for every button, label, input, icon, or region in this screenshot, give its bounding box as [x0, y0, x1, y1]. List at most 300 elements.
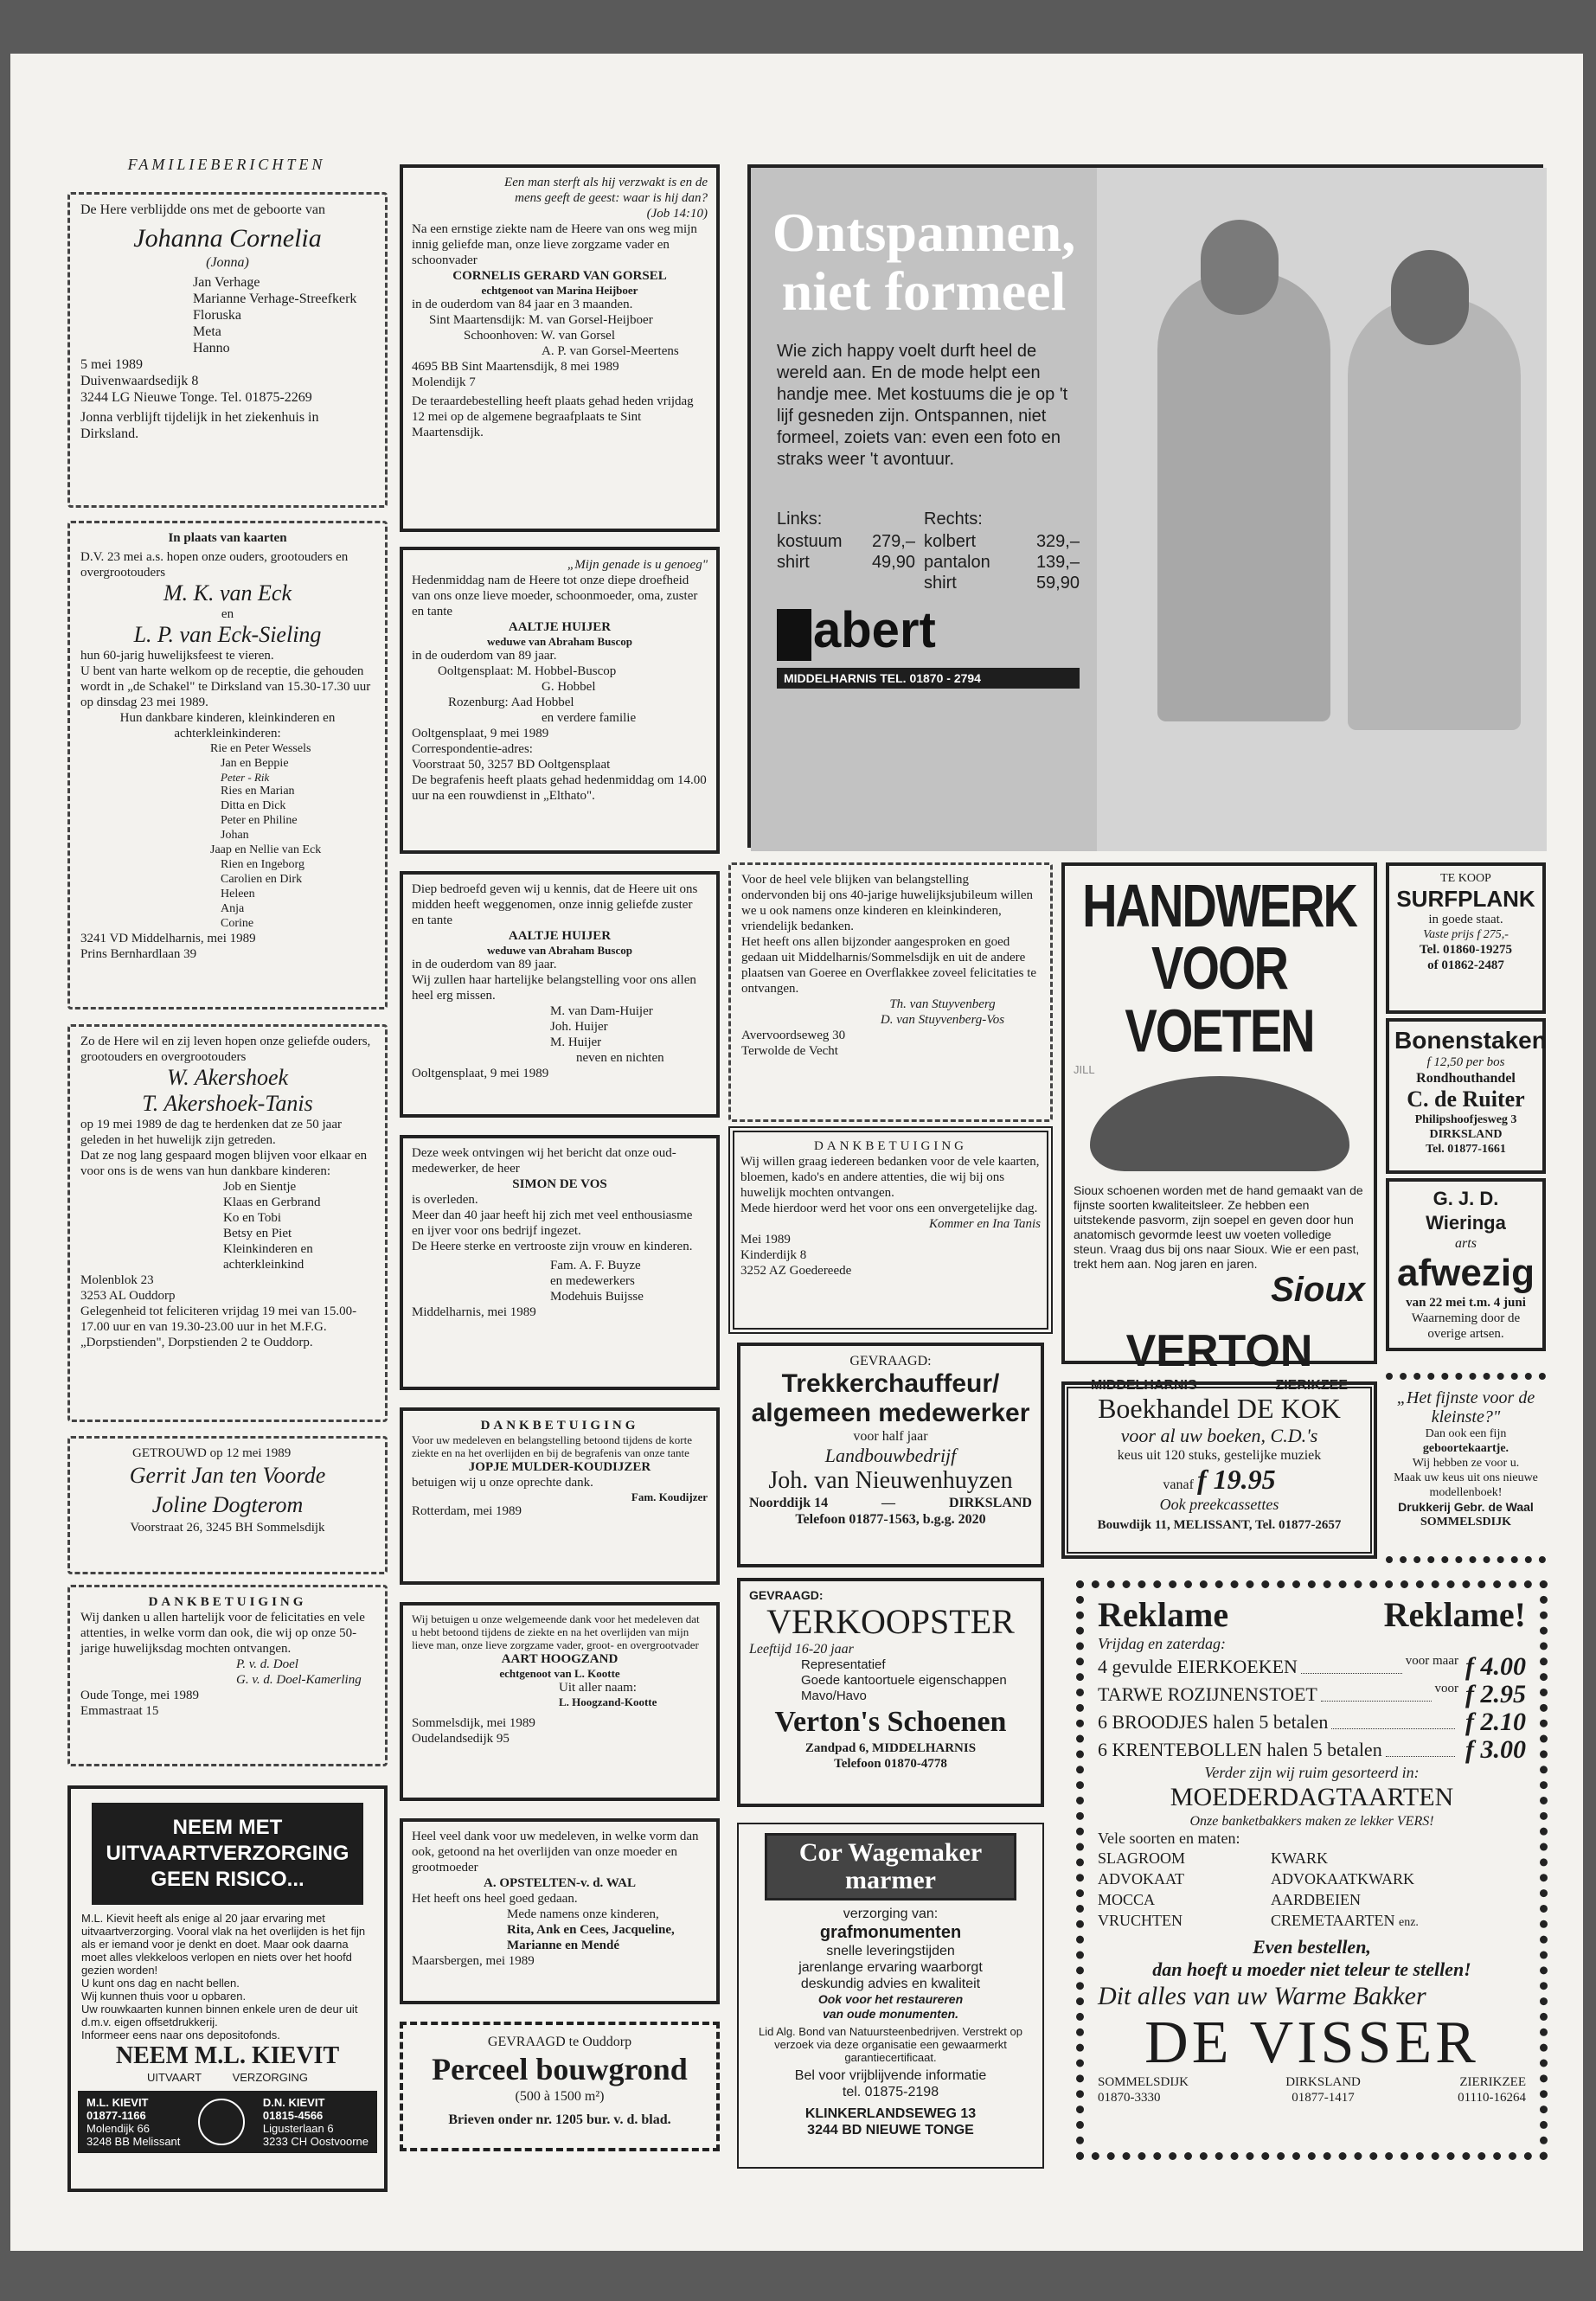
address-line: Rotterdam, mei 1989 [412, 1504, 522, 1518]
notice-text: Heel veel dank voor uw medeleven, in welke vorm dan ook, getoond na het overlijden van onze moeder en grootmoeder [412, 1830, 699, 1875]
cake-type: CREMETAARTEN [1271, 1912, 1395, 1929]
price-value: 49,90 [871, 553, 915, 572]
family-member: Floruska [193, 308, 241, 323]
thanks-opstelten [400, 1818, 720, 2004]
brand-name: DE VISSER [1144, 2009, 1479, 2076]
ad-text: Vaste prijs f 275,- [1423, 928, 1509, 941]
cake-type: VRUCHTEN [1098, 1912, 1183, 1929]
price-item: shirt [777, 553, 810, 572]
obituary-huijer-family [400, 871, 720, 1118]
price-item: pantalon [924, 553, 990, 572]
notice-text: op 19 mei 1989 de dag te herdenken dat ze 50 jaar geleden in het huwelijk zijn getreden. [80, 1118, 342, 1147]
address-line: Terwolde de Vecht [741, 1044, 838, 1058]
stone-mason-ad [737, 1823, 1044, 2169]
location: SOMMELSDIJK [1098, 2075, 1189, 2089]
ad-text: Onze banketbakkers maken ze lekker VERS! [1189, 1814, 1434, 1829]
ad-title: afwezig [1397, 1252, 1535, 1294]
address-line: Molendijk 7 [412, 375, 476, 389]
requirement: Mavo/Havo [801, 1689, 867, 1703]
obituary-de-vos [400, 1135, 720, 1390]
shoe-ad [1061, 862, 1377, 1393]
ad-title: SURFPLANK [1396, 886, 1535, 912]
anniversary-announcement [67, 521, 388, 1009]
ad-text: van 22 mei t.m. 4 juni [1406, 1296, 1526, 1310]
banner-line: GEEN RISICO... [151, 1868, 304, 1891]
phone-line: Tel. 01860-19275 [1420, 943, 1512, 957]
doctor-absence-ad [1386, 1178, 1546, 1351]
notice-title: DANKBETUIGING [148, 1595, 307, 1609]
ad-body: M.L. Kievit heeft als enige al 20 jaar ervaring met uitvaartverzorging. Vooral vlak na het overlijden is het fijn als er iemand voor je denkt en doet. Maar ook daarna moet alles vlekkeloos verlopen en niets over het hoofd gezien worden! [81, 1912, 366, 1977]
funeral-service-ad [67, 1785, 388, 2192]
cake-type: ADVOKAATKWARK [1271, 1870, 1414, 1888]
leader [1331, 1708, 1455, 1729]
phone-line: 01110-16264 [1458, 2091, 1526, 2105]
notice-text: Het heeft ons allen bijzonder aangesproken en goed gedaan uit Middelharnis/Sommelsdijk en uit de andere plaatsen van Goeree en Overflakkee zoveel felicitaties te ontvangen. [741, 935, 1037, 996]
ad-text: Bel voor vrijblijvende informatie [794, 2068, 987, 2083]
address-line: Emmastraat 15 [80, 1704, 159, 1718]
ad-footer: Brieven onder nr. 1205 bur. v. d. blad. [448, 2112, 671, 2127]
bride-name: Joline Dogterom [151, 1492, 304, 1517]
birth-intro: De Here verblijdde ons met de geboorte van [80, 202, 326, 217]
doctor-title: arts [1455, 1236, 1477, 1251]
thanks-stuyvenberg [728, 862, 1053, 1122]
notice-text: Wij danken u allen hartelijk voor de felicitaties en vele attenties, in welke vorm dan ook, die wij op onze 50-jarige huwelijksdag mochten ontvangen. [80, 1611, 365, 1656]
notice-text: in de ouderdom van 89 jaar. [412, 649, 557, 663]
obituary-huijer [400, 547, 720, 854]
cake-type: ADVOKAAT [1098, 1870, 1184, 1888]
signature: M. van Dam-Huijer [550, 1004, 653, 1018]
signature: Modehuis Buijsse [550, 1290, 644, 1304]
birth-date: 5 mei 1989 [80, 357, 143, 372]
notice-text: Dat ze nog lang gespaard mogen blijven voor elkaar en voor ons is de wens van hun dankbare kinderen: [80, 1149, 368, 1178]
ad-headline: Reklame! [1383, 1595, 1526, 1634]
signature: D. van Stuyvenberg-Vos [880, 1013, 1005, 1027]
address-line: Maarsbergen, mei 1989 [412, 1954, 535, 1968]
bakery-ad [1076, 1580, 1548, 2160]
newspaper-page [10, 54, 1583, 2251]
contact-line: Molendijk 66 [87, 2122, 150, 2135]
address-line: Oudelandsedijk 95 [412, 1732, 510, 1746]
contact-line: 3233 CH Oostvoorne [262, 2135, 369, 2148]
conjunction: en [221, 607, 234, 621]
family-member: Marianne Verhage-Streefkerk [193, 292, 357, 306]
cake-type: AARDBEIEN [1271, 1891, 1361, 1908]
ad-intro: TE KOOP [1440, 872, 1491, 885]
notice-text: Hun dankbare kinderen, kleinkinderen en achterkleinkinderen: [119, 711, 336, 740]
city: MIDDELHARNIS [1091, 1378, 1197, 1393]
price-header: Rechts: [924, 510, 983, 529]
relative: Ooltgensplaat: M. Hobbel-Buscop [438, 664, 617, 678]
ad-title: Bonenstaken [1394, 1027, 1547, 1054]
signature: Uit aller naam: [559, 1681, 637, 1695]
ad-text: Verder zijn wij ruim gesorteerd in: [1204, 1764, 1420, 1781]
address-line: Voorstraat 50, 3257 BD Ooltgensplaat [412, 758, 611, 772]
product: TARWE ROZIJNENSTOET [1098, 1683, 1317, 1705]
ad-title: Trekkerchauffeur/ [781, 1369, 1000, 1398]
ad-text: verzorging van: [843, 1907, 939, 1921]
banner-line: UITVAARTVERZORGING [106, 1842, 349, 1865]
price-item: kostuum [777, 532, 843, 551]
signature: Th. van Stuyvenberg [889, 997, 996, 1011]
family-member: Job en Sientje [223, 1180, 297, 1194]
contact-line: 01877-1166 [87, 2109, 146, 2122]
ad-title: MOEDERDAGTAARTEN [1170, 1783, 1454, 1811]
store-name: VERTON [1125, 1326, 1313, 1376]
model-left-head [1201, 220, 1279, 315]
ad-sub: Vrijdag en zaterdag: [1098, 1635, 1226, 1652]
doctor-name: G. J. D. Wieringa [1426, 1188, 1506, 1234]
requirement: Goede kantoortuele eigenschappen [801, 1673, 1007, 1688]
family-member: Klaas en Gerbrand [223, 1195, 321, 1209]
signature: Kommer en Ina Tanis [928, 1217, 1041, 1231]
family-member: Jan en Beppie [221, 757, 289, 770]
price-header: Links: [777, 510, 823, 529]
thanks-hoogzand [400, 1602, 720, 1801]
ad-title: algemeen medewerker [751, 1399, 1030, 1427]
ad-title: Cor Wagemaker [798, 1838, 983, 1867]
bean-poles-ad [1386, 1018, 1546, 1174]
ad-text: Even bestellen, [1253, 1936, 1371, 1958]
ad-text: Wij hebben ze voor u. [1412, 1457, 1520, 1470]
notice-text: Deze week ontvingen wij het bericht dat onze oud-medewerker, de heer [412, 1146, 676, 1176]
ad-bullet: Informeer eens naar ons depositofonds. [81, 2029, 280, 2041]
family-member: Ries en Marian [221, 785, 295, 798]
notice-text: Hedenmiddag nam de Heere tot onze diepe droefheid van ons onze lieve moeder, schoonmoeder, oma, zuster en tante [412, 574, 698, 619]
bookshop-ad [1061, 1381, 1377, 1559]
ad-bullet: Uw rouwkaarten kunnen binnen enkele uren de deur uit d.m.v. eigen offsetdrukkerij. [81, 2003, 358, 2029]
ad-text: jarenlange ervaring waarborgt [798, 1960, 983, 1975]
deceased-spouse: weduwe van Abraham Buscop [487, 635, 632, 648]
ad-title: marmer [845, 1866, 936, 1894]
notice-title: DANKBETUIGING [814, 1139, 967, 1153]
ad-text: Maak uw keus uit ons nieuwe modellenboek! [1394, 1471, 1538, 1499]
ad-title: VERKOOPSTER [766, 1602, 1015, 1641]
wedding-announcement [67, 1436, 388, 1574]
ad-intro: GEVRAAGD te Ouddorp [487, 2035, 632, 2049]
family-member: Peter en Philine [221, 814, 298, 827]
product: 6 KRENTEBOLLEN halen 5 betalen [1098, 1739, 1382, 1760]
price-item: shirt [924, 574, 957, 593]
address-line: 3244 BD NIEUWE TONGE [807, 2123, 974, 2138]
notice-text: Voor de heel vele blijken van belangstelling ondervonden bij ons 40-jarige huwelijksjubileum willen we u ook namens onze kinderen en kleinkinderen, vriendelijk bedanken. [741, 873, 1034, 933]
ad-text: voor al uw boeken, C.D.'s [1120, 1425, 1318, 1446]
phone-line: 01877-1417 [1292, 2091, 1355, 2105]
deceased-name: CORNELIS GERARD VAN GORSEL [452, 269, 667, 283]
notice-text: in de ouderdom van 84 jaar en 3 maanden. [412, 298, 633, 311]
cake-type: KWARK [1271, 1849, 1328, 1867]
ad-banner [92, 1803, 363, 1905]
relative: Sint Maartensdijk: M. van Gorsel-Heijboer [429, 313, 653, 327]
address-line: DIRKSLAND [948, 1496, 1032, 1510]
notice-text: Meer dan 40 jaar heeft hij zich met veel enthousiasme en ijver voor ons bedrijf ingezet. [412, 1208, 693, 1238]
couple-name-2: T. Akershoek-Tanis [142, 1091, 313, 1116]
notice-text: De begrafenis heeft plaats gehad hedenmiddag om 14.00 uur na een rouwdienst in „Elthato". [412, 773, 707, 803]
family-member: Peter - Rik [221, 771, 270, 784]
leader [1386, 1736, 1455, 1757]
family-member: Ko en Tobi [223, 1211, 282, 1225]
deceased-spouse: echtgenoot van Marina Heijboer [481, 284, 638, 297]
ad-text: Ook preekcassettes [1159, 1496, 1279, 1513]
address-line: Middelharnis, mei 1989 [412, 1305, 536, 1319]
notice-text: Zo de Here wil en zij leven hopen onze geliefde ouders, grootouders en overgrootouders [80, 1035, 371, 1064]
family-member: Jaap en Nellie van Eck [210, 843, 322, 856]
ad-title: Perceel bouwgrond [432, 2052, 688, 2086]
price-value: 139,– [1035, 553, 1080, 572]
ad-text: grafmonumenten [819, 1923, 962, 1942]
hospital-note: Jonna verblijft tijdelijk in het ziekenhuis in Dirksland. [80, 410, 319, 441]
price-item: kolbert [924, 532, 977, 551]
family-member: Corine [221, 917, 254, 930]
ad-headline: Reklame [1098, 1595, 1229, 1634]
address-line: Correspondentie-adres: [412, 742, 533, 756]
brand-logo: Sioux [1271, 1271, 1365, 1309]
ad-bullet: U kunt ons dag en nacht bellen. [81, 1977, 240, 1990]
contact-line: D.N. KIEVIT [262, 2096, 325, 2109]
ad-text: Ook voor het restaureren [817, 1992, 964, 2006]
relative: en verdere familie [542, 711, 637, 725]
price-value: 329,– [1035, 532, 1080, 551]
family-member: Meta [193, 324, 221, 339]
signature: P. v. d. Doel [236, 1657, 298, 1671]
ad-sub: (500 à 1500 m²) [515, 2089, 605, 2104]
thanks-notice [67, 1585, 388, 1766]
address-line: Zandpad 6, MIDDELHARNIS [804, 1741, 977, 1755]
signature: G. v. d. Doel-Kamerling [236, 1673, 362, 1687]
relative: Rozenburg: Aad Hobbel [448, 695, 574, 709]
price-note: voor maar [1405, 1654, 1458, 1668]
company-name: Drukkerij Gebr. de Waal [1398, 1500, 1534, 1514]
phone-line: Telefoon 01870-4778 [834, 1757, 947, 1771]
signature: Rita, Ank en Cees, Jacqueline, [507, 1923, 675, 1937]
address-line: Avervoordseweg 30 [741, 1029, 846, 1042]
couple-name-2: L. P. van Eck-Sieling [133, 622, 322, 647]
brand-name: NEEM M.L. KIEVIT [115, 2042, 340, 2069]
signature: Fam. Koudijzer [631, 1490, 708, 1503]
signature: en medewerkers [550, 1274, 635, 1288]
address-line: KLINKERLANDSEWEG 13 [804, 2106, 977, 2121]
job-ad-saleswoman [737, 1578, 1044, 1807]
address-line: 3253 AL Ouddorp [80, 1289, 176, 1303]
leader [1321, 1681, 1432, 1702]
company-name: C. de Ruiter [1407, 1086, 1525, 1112]
ad-text: Dan ook een fijn [1425, 1427, 1507, 1440]
notice-text: Diep bedroefd geven wij u kennis, dat de Heere uit ons midden heeft weggenomen, onze innig geliefde zuster en tante [412, 882, 698, 927]
family-member: Rie en Peter Wessels [210, 742, 311, 755]
ad-footer: MIDDELHARNIS TEL. 01870 - 2794 [777, 668, 1080, 689]
address-line: Philipshoofjesweg 3 [1414, 1113, 1517, 1126]
notice-text: D.V. 23 mei a.s. hopen onze ouders, grootouders en overgrootouders [80, 550, 349, 580]
baby-nickname: (Jonna) [206, 255, 249, 270]
signature: Joh. Huijer [550, 1020, 608, 1034]
model-right [1348, 298, 1521, 730]
address-line: Bouwdijk 11, MELISSANT, Tel. 01877-2657 [1097, 1518, 1342, 1532]
ad-text: in goede staat. [1428, 913, 1503, 926]
company-name: Joh. van Nieuwenhuyzen [768, 1467, 1013, 1494]
signature: M. Huijer [550, 1035, 602, 1049]
ad-intro: GEVRAAGD: [849, 1354, 932, 1368]
brand-sub: VERZORGING [232, 2071, 308, 2084]
address-line: Molenblok 23 [80, 1273, 154, 1287]
couple-name-1: W. Akershoek [166, 1065, 289, 1090]
location: ZIERIKZEE [1459, 2075, 1526, 2089]
family-member: Jan Verhage [193, 275, 260, 290]
model-left [1157, 272, 1330, 721]
deceased-spouse: weduwe van Abraham Buscop [487, 944, 632, 957]
address-line: 4695 BB Sint Maartensdijk, 8 mei 1989 [412, 360, 619, 374]
city: ZIERIKZEE [1275, 1378, 1348, 1393]
ad-text: deskundig advies en kwaliteit [800, 1977, 981, 1991]
notice-text: U bent van harte welkom op de receptie, die gehouden wordt in „de Schakel" te Dirksland van 15.30-17.30 uur op dinsdag 23 mei 1989. [80, 664, 371, 709]
fashion-ad [747, 164, 1543, 848]
notice-text: Voor uw medeleven en belangstelling betoond tijdens de korte ziekte en na het overlijden en bij de begrafenis van onze tante [412, 1433, 692, 1459]
company-name: Verton's Schoenen [774, 1706, 1007, 1738]
ad-sub: Leeftijd 16-20 jaar [749, 1642, 854, 1657]
couple-name-1: M. K. van Eck [163, 580, 292, 606]
separator: — [881, 1496, 896, 1510]
banner-line: NEEM MET [172, 1816, 283, 1839]
signature: neven en nichten [576, 1051, 664, 1065]
product: 4 gevulde EIERKOEKEN [1098, 1656, 1298, 1677]
leader [1301, 1653, 1402, 1674]
contact-line: 01815-4566 [262, 2109, 324, 2122]
address-line: SOMMELSDIJK [1420, 1516, 1511, 1529]
thanks-koudijzer [400, 1407, 720, 1585]
address-line: DIRKSLAND [1429, 1128, 1503, 1141]
price: f 2.95 [1465, 1680, 1526, 1708]
wanted-building-plot [400, 2022, 720, 2151]
relative: Schoonhoven: W. van Gorsel [464, 329, 615, 343]
address-line: Ooltgensplaat, 9 mei 1989 [412, 727, 549, 740]
family-member: Anja [221, 902, 245, 915]
contact-line: Ligusterlaan 6 [262, 2122, 334, 2135]
bible-quote: „Mijn genade is u genoeg" [567, 558, 708, 572]
deceased-name: AALTJE HUIJER [508, 929, 612, 943]
surfboard-ad [1386, 862, 1546, 1014]
family-member: achterkleinkind [223, 1258, 304, 1272]
job-ad-tractor-driver [737, 1343, 1044, 1567]
notice-text: Wij willen graag iedereen bedanken voor de vele kaarten, bloemen, kado's en andere attenties, die wij bij ons huwelijk mochten ontvangen. [740, 1155, 1040, 1200]
product-label: JILL [1074, 1063, 1095, 1076]
ad-headline: HANDWERK [1082, 871, 1356, 939]
ad-text: Lid Alg. Bond van Natuursteenbedrijven. Verstrekt op verzoek via deze organisatie een gewaarmerkt garantiecertificaat. [759, 2025, 1022, 2064]
family-member: Kleinkinderen en [223, 1242, 313, 1256]
address-line: Sommelsdijk, mei 1989 [412, 1716, 535, 1730]
price-value: 279,– [871, 532, 915, 551]
signature: Mede namens onze kinderen, [507, 1907, 659, 1921]
notice-text: is overleden. [412, 1193, 478, 1207]
family-member: Hanno [193, 341, 230, 356]
ad-headline: Ontspannen, [772, 202, 1076, 263]
address-line: Duivenwaardsedijk 8 [80, 374, 199, 388]
bible-quote: Een man sterft als hij verzwakt is en de mens geeft de geest: waar is hij dan? (Job 14:10) [504, 176, 708, 221]
address-line: Ooltgensplaat, 9 mei 1989 [412, 1067, 549, 1080]
family-member: Rien en Ingeborg [221, 858, 304, 871]
price: f 12,50 per bos [1426, 1055, 1505, 1069]
address-line: Kinderdijk 8 [740, 1248, 807, 1262]
ad-headline: niet formeel [781, 260, 1067, 322]
price: f 4.00 [1465, 1652, 1526, 1681]
notice-text: Mede hierdoor werd het voor ons een onvergetelijke dag. [740, 1202, 1038, 1215]
address-line: Voorstraat 26, 3245 BH Sommelsdijk [130, 1521, 325, 1535]
contact-line: 3248 BB Melissant [87, 2135, 181, 2148]
address-line: Noorddijk 14 [749, 1496, 829, 1510]
model-right-head [1391, 250, 1469, 345]
ad-text: Landbouwbedrijf [824, 1445, 957, 1466]
deceased-name: JOPJE MULDER-KOUDIJZER [468, 1460, 651, 1474]
family-member: Heleen [221, 888, 255, 901]
requirement: Representatief [801, 1657, 886, 1672]
notice-text: Na een ernstige ziekte nam de Heere van ons weg mijn innig geliefde man, onze lieve zorgzame vader en schoonvader [412, 222, 697, 267]
price: f 3.00 [1465, 1735, 1526, 1764]
signature: L. Hoogzand-Kootte [559, 1695, 657, 1708]
notice-text: Wij zullen haar hartelijke belangstelling voor ons allen heel erg missen. [412, 973, 696, 1003]
brand-logo: abert [813, 602, 936, 658]
phone-line: 01870-3330 [1098, 2091, 1161, 2105]
deceased-name: AALTJE HUIJER [508, 620, 612, 634]
price: f 19.95 [1196, 1464, 1276, 1495]
ad-text: Waarneming door de overige artsen. [1411, 1311, 1521, 1341]
ad-text: dan hoeft u moeder niet teleur te stellen! [1152, 1958, 1471, 1980]
relative: G. Hobbel [542, 680, 596, 694]
shoe-image [1090, 1076, 1349, 1171]
family-member: Ditta en Dick [221, 799, 286, 812]
birth-announcement [67, 192, 388, 508]
ad-headline: VOOR VOETEN [1125, 933, 1314, 1065]
family-member: Carolien en Dirk [221, 873, 303, 886]
notice-text: betuigen wij u onze oprechte dank. [412, 1476, 593, 1490]
notice-text: Het heeft ons heel goed gedaan. [412, 1892, 578, 1906]
ad-bullet: Wij kunnen thuis voor u opbaren. [81, 1990, 247, 2003]
family-member: Betsy en Piet [223, 1227, 292, 1240]
address-line: 3241 VD Middelharnis, mei 1989 [80, 932, 256, 945]
deceased-name: SIMON DE VOS [512, 1177, 607, 1191]
notice-text: in de ouderdom van 89 jaar. [412, 958, 557, 971]
relative: A. P. van Gorsel-Meertens [542, 344, 679, 358]
product: 6 BROODJES halen 5 betalen [1098, 1711, 1329, 1733]
family-member: Johan [221, 829, 249, 842]
deceased-name: A. OPSTELTEN-v. d. WAL [484, 1876, 636, 1890]
address-line: 3252 AZ Goedereede [740, 1264, 852, 1278]
notice-text: hun 60-jarig huwelijksfeest te vieren. [80, 649, 274, 663]
ad-text: voor half jaar [853, 1429, 928, 1444]
address-line: Mei 1989 [740, 1233, 791, 1247]
groom-name: Gerrit Jan ten Voorde [129, 1463, 326, 1488]
address-line: Oude Tonge, mei 1989 [80, 1689, 199, 1702]
notice-text: De teraardebestelling heeft plaats gehad heden vrijdag 12 mei op de algemene begraafplaats te Sint Maartensdijk. [412, 394, 694, 439]
ad-body: Wie zich happy voelt durft heel de wereld aan. En de mode helpt een handje mee. Met kostuums die je op 't lijf gesneden zijn. Ontspannen, niet formeel, zoiets van: even een foto en straks weer 't avontuur. [777, 342, 1068, 469]
ad-intro: GEVRAAGD: [749, 1588, 824, 1602]
notice-text: Wij betuigen u onze welgemeende dank voor het medeleven dat u hebt betoond tijdens de ziekte en na het overlijden van mijn lieve man, onze lieve zorgzame vader, groot- en overgrootvader [412, 1612, 700, 1651]
brand-sub: UITVAART [147, 2071, 202, 2084]
location: DIRKSLAND [1285, 2075, 1361, 2089]
cake-type: SLAGROOM [1098, 1849, 1186, 1867]
signature: Fam. A. F. Buyze [550, 1259, 641, 1272]
thanks-tanis [728, 1126, 1053, 1334]
ad-text: snelle leveringstijden [826, 1944, 955, 1958]
ad-text: van oude monumenten. [822, 2007, 959, 2021]
ad-text: vanaf [1163, 1477, 1194, 1492]
ad-text: Dit alles van uw Warme Bakker [1098, 1982, 1426, 2010]
contact-line: M.L. KIEVIT [87, 2096, 149, 2109]
ad-text: enz. [1398, 1916, 1419, 1929]
phone-line: Tel. 01877-1661 [1426, 1143, 1506, 1156]
price: f 2.10 [1465, 1708, 1526, 1736]
logo-icon [777, 609, 811, 661]
section-header: FAMILIEBERICHTEN [127, 156, 326, 173]
address-line: 3244 LG Nieuwe Tonge. Tel. 01875-2269 [80, 390, 312, 405]
price-value: 59,90 [1035, 574, 1080, 593]
price-note: voor [1434, 1682, 1458, 1695]
